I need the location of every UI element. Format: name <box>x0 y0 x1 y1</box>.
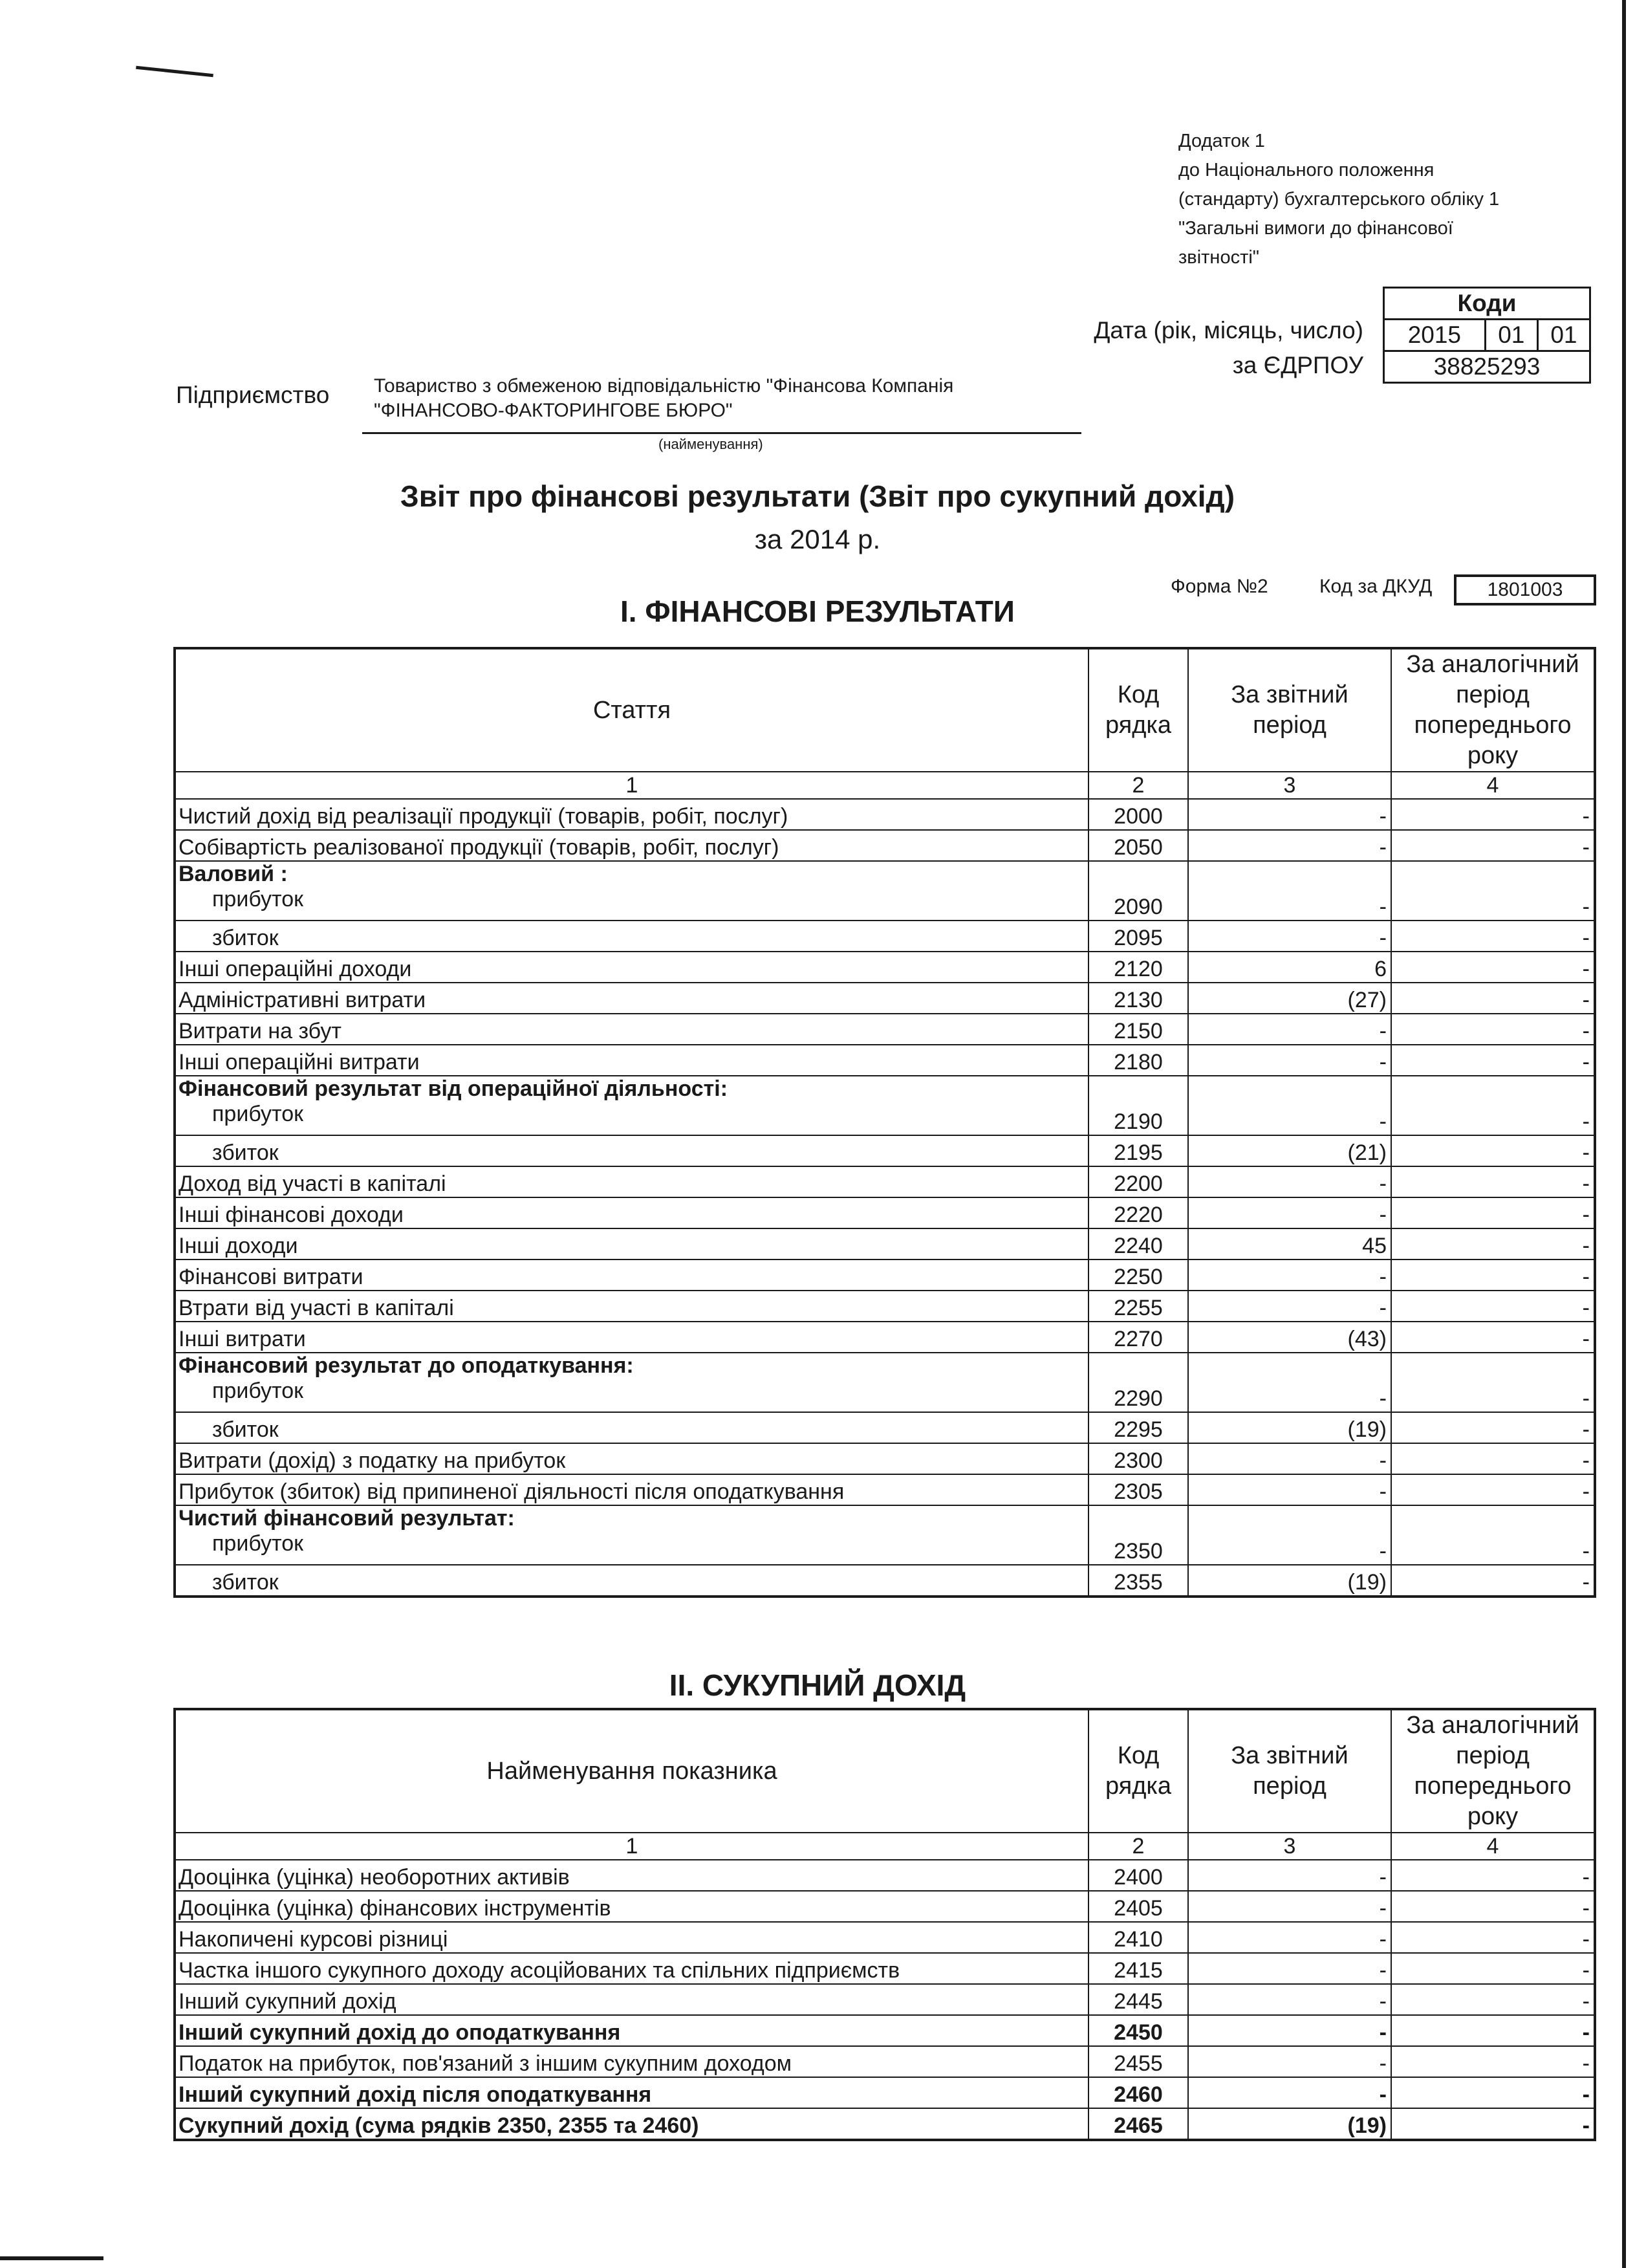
column-header: За звітний період <box>1188 1709 1391 1833</box>
row-current-value: - <box>1188 1259 1391 1291</box>
table-row <box>175 1197 1595 1228</box>
appendix-line: (стандарту) бухгалтерського обліку 1 <box>1178 189 1500 210</box>
date-month: 01 <box>1485 320 1537 351</box>
appendix-note <box>1178 127 1499 272</box>
row-previous-value: - <box>1391 2015 1595 2046</box>
row-group-label: Фінансовий результат від операційної діяльності: <box>179 1076 728 1101</box>
table-row <box>175 1014 1595 1045</box>
row-label: Інші операційні витрати <box>175 1045 1088 1076</box>
table-row <box>175 1443 1595 1474</box>
enterprise-caption: (найменування) <box>658 436 763 452</box>
row-label: Інші операційні доходи <box>175 952 1088 983</box>
row-previous-value: - <box>1391 1135 1595 1166</box>
table-row <box>175 1322 1595 1353</box>
row-code: 2400 <box>1088 1860 1188 1891</box>
table-row <box>175 1860 1595 1891</box>
row-previous-value: - <box>1391 1412 1595 1443</box>
row-previous-value: - <box>1391 1045 1595 1076</box>
row-previous-value: - <box>1391 1353 1595 1412</box>
appendix-line: "Загальні вимоги до фінансової <box>1178 218 1453 239</box>
column-number: 1 <box>175 772 1088 799</box>
row-current-value: - <box>1188 921 1391 952</box>
column-header: Найменування показника <box>175 1709 1088 1833</box>
row-current-value: - <box>1188 1197 1391 1228</box>
row-code: 2220 <box>1088 1197 1188 1228</box>
row-group-label: Фінансовий результат до оподаткування: <box>179 1353 634 1378</box>
row-current-value: 6 <box>1188 952 1391 983</box>
row-current-value: - <box>1188 861 1391 921</box>
row-current-value: - <box>1188 1045 1391 1076</box>
row-code: 2405 <box>1088 1891 1188 1922</box>
row-previous-value: - <box>1391 2077 1595 2108</box>
row-previous-value: - <box>1391 1228 1595 1259</box>
row-label: Втрати від участі в капіталі <box>175 1291 1088 1322</box>
row-previous-value: - <box>1391 1166 1595 1197</box>
table-row <box>175 1353 1595 1412</box>
table-row <box>175 830 1595 861</box>
row-previous-value: - <box>1391 1076 1595 1135</box>
row-code: 2190 <box>1088 1076 1188 1135</box>
table-row <box>175 1228 1595 1259</box>
table-row <box>175 2108 1595 2140</box>
dkud-label: Код за ДКУД <box>1319 576 1433 597</box>
row-label: Дооцінка (уцінка) фінансових інструментів <box>175 1891 1088 1922</box>
row-current-value: (21) <box>1188 1135 1391 1166</box>
row-label: Чистий дохід від реалізації продукції (товарів, робіт, послуг) <box>175 799 1088 830</box>
row-current-value: - <box>1188 1984 1391 2015</box>
appendix-line: до Національного положення <box>1178 160 1435 180</box>
row-label: Інші фінансові доходи <box>175 1197 1088 1228</box>
row-label: збиток <box>175 1412 1088 1443</box>
row-sub-label: прибуток <box>212 1102 304 1126</box>
row-previous-value: - <box>1391 1953 1595 1984</box>
scan-edge <box>0 2256 103 2260</box>
row-previous-value: - <box>1391 1443 1595 1474</box>
row-code: 2410 <box>1088 1922 1188 1953</box>
table-row <box>175 2015 1595 2046</box>
row-current-value: - <box>1188 2077 1391 2108</box>
table-row <box>175 799 1595 830</box>
row-label <box>175 1076 1088 1135</box>
codes-table <box>1383 287 1591 384</box>
row-code: 2455 <box>1088 2046 1188 2077</box>
dkud-code: 1801003 <box>1454 574 1596 605</box>
row-previous-value: - <box>1391 1565 1595 1597</box>
row-current-value: - <box>1188 1291 1391 1322</box>
row-label: Частка іншого сукупного доходу асоційованих та спільних підприємств <box>175 1953 1088 1984</box>
row-code: 2200 <box>1088 1166 1188 1197</box>
row-label: Інші витрати <box>175 1322 1088 1353</box>
form-number: Форма №2 <box>1171 576 1268 597</box>
row-label: Інший сукупний дохід <box>175 1984 1088 2015</box>
row-current-value: - <box>1188 2046 1391 2077</box>
row-code: 2150 <box>1088 1014 1188 1045</box>
column-number: 3 <box>1188 772 1391 799</box>
row-code: 2000 <box>1088 799 1188 830</box>
row-code: 2295 <box>1088 1412 1188 1443</box>
table-row <box>175 1291 1595 1322</box>
row-current-value: - <box>1188 1443 1391 1474</box>
row-label: Інший сукупний дохід до оподаткування <box>175 2015 1088 2046</box>
column-header: Стаття <box>175 648 1088 772</box>
row-code: 2130 <box>1088 983 1188 1014</box>
section1-title: I. ФІНАНСОВІ РЕЗУЛЬТАТИ <box>620 594 1015 628</box>
table-row <box>175 1953 1595 1984</box>
column-number: 4 <box>1391 772 1595 799</box>
table-row <box>175 1166 1595 1197</box>
row-sub-label: прибуток <box>212 1531 304 1556</box>
row-code: 2090 <box>1088 861 1188 921</box>
table-row <box>175 861 1595 921</box>
row-previous-value: - <box>1391 1505 1595 1565</box>
edrpou-code: 38825293 <box>1384 351 1590 383</box>
date-label: Дата (рік, місяць, число) <box>1094 317 1363 343</box>
row-current-value: (19) <box>1188 1565 1391 1597</box>
row-previous-value: - <box>1391 1014 1595 1045</box>
row-code: 2270 <box>1088 1322 1188 1353</box>
row-current-value: - <box>1188 1922 1391 1953</box>
table-row <box>175 1076 1595 1135</box>
row-code: 2255 <box>1088 1291 1188 1322</box>
row-current-value: - <box>1188 799 1391 830</box>
row-current-value: - <box>1188 830 1391 861</box>
row-previous-value: - <box>1391 921 1595 952</box>
table-row <box>175 1922 1595 1953</box>
date-year: 2015 <box>1384 320 1486 351</box>
enterprise-label: Підприємство <box>176 382 330 408</box>
column-number: 2 <box>1088 1833 1188 1860</box>
row-current-value: (27) <box>1188 983 1391 1014</box>
row-current-value: - <box>1188 1353 1391 1412</box>
table-row <box>175 1565 1595 1597</box>
appendix-line: звітності" <box>1178 247 1260 268</box>
report-title: Звіт про фінансові результати (Звіт про сукупний дохід) <box>400 479 1235 513</box>
row-current-value: - <box>1188 1076 1391 1135</box>
row-label: Інші доходи <box>175 1228 1088 1259</box>
table-row <box>175 2077 1595 2108</box>
row-code: 2445 <box>1088 1984 1188 2015</box>
row-previous-value: - <box>1391 1860 1595 1891</box>
table-row <box>175 1505 1595 1565</box>
row-current-value: - <box>1188 1891 1391 1922</box>
row-current-value: - <box>1188 2015 1391 2046</box>
row-group-label: Валовий : <box>179 862 288 886</box>
table-row <box>175 921 1595 952</box>
row-code: 2195 <box>1088 1135 1188 1166</box>
row-previous-value: - <box>1391 1322 1595 1353</box>
scan-mark <box>136 66 213 78</box>
table-row <box>175 983 1595 1014</box>
table-row <box>175 1135 1595 1166</box>
column-header: За аналогічний період попереднього року <box>1391 1709 1595 1833</box>
row-previous-value: - <box>1391 1984 1595 2015</box>
row-previous-value: - <box>1391 1259 1595 1291</box>
row-previous-value: - <box>1391 952 1595 983</box>
row-previous-value: - <box>1391 830 1595 861</box>
row-label: збиток <box>175 1135 1088 1166</box>
row-current-value: - <box>1188 1166 1391 1197</box>
row-label: Собівартість реалізованої продукції (товарів, робіт, послуг) <box>175 830 1088 861</box>
row-code: 2180 <box>1088 1045 1188 1076</box>
row-label: Адміністративні витрати <box>175 983 1088 1014</box>
row-current-value: - <box>1188 1505 1391 1565</box>
codes-header: Коди <box>1384 288 1590 320</box>
column-number: 2 <box>1088 772 1188 799</box>
column-header: За звітний період <box>1188 648 1391 772</box>
row-label <box>175 861 1088 921</box>
row-code: 2120 <box>1088 952 1188 983</box>
row-current-value: (19) <box>1188 2108 1391 2140</box>
row-previous-value: - <box>1391 2046 1595 2077</box>
row-code: 2050 <box>1088 830 1188 861</box>
enterprise-underline <box>362 432 1081 434</box>
row-previous-value: - <box>1391 861 1595 921</box>
column-number: 1 <box>175 1833 1088 1860</box>
section2-title: II. СУКУПНИЙ ДОХІД <box>669 1668 966 1702</box>
row-code: 2240 <box>1088 1228 1188 1259</box>
row-previous-value: - <box>1391 1922 1595 1953</box>
table-row <box>175 1045 1595 1076</box>
row-label: Фінансові витрати <box>175 1259 1088 1291</box>
row-previous-value: - <box>1391 1891 1595 1922</box>
column-header: За аналогічний період попереднього року <box>1391 648 1595 772</box>
row-label: Сукупний дохід (сума рядків 2350, 2355 та 2460) <box>175 2108 1088 2140</box>
row-label: Інший сукупний дохід після оподаткування <box>175 2077 1088 2108</box>
column-number: 4 <box>1391 1833 1595 1860</box>
table-row <box>175 1474 1595 1505</box>
row-current-value: - <box>1188 1953 1391 1984</box>
row-previous-value: - <box>1391 799 1595 830</box>
row-code: 2355 <box>1088 1565 1188 1597</box>
row-previous-value: - <box>1391 1197 1595 1228</box>
table-row <box>175 1891 1595 1922</box>
row-previous-value: - <box>1391 1474 1595 1505</box>
table-row <box>175 1259 1595 1291</box>
enterprise-name-line: "ФІНАНСОВО-ФАКТОРИНГОВЕ БЮРО" <box>374 400 733 421</box>
row-current-value: - <box>1188 1014 1391 1045</box>
row-label: Податок на прибуток, пов'язаний з іншим сукупним доходом <box>175 2046 1088 2077</box>
financial-results-table <box>173 647 1596 1598</box>
edrpou-label: за ЄДРПОУ <box>1232 352 1363 378</box>
row-label: Доход від участі в капіталі <box>175 1166 1088 1197</box>
table-row <box>175 2046 1595 2077</box>
row-code: 2450 <box>1088 2015 1188 2046</box>
column-number: 3 <box>1188 1833 1391 1860</box>
row-label: збиток <box>175 921 1088 952</box>
enterprise-name-line: Товариство з обмеженою відповідальністю "Фінансова Компанія <box>374 375 954 397</box>
row-label: Накопичені курсові різниці <box>175 1922 1088 1953</box>
row-code: 2250 <box>1088 1259 1188 1291</box>
table-row <box>175 1984 1595 2015</box>
row-current-value: (43) <box>1188 1322 1391 1353</box>
row-current-value: 45 <box>1188 1228 1391 1259</box>
row-current-value: - <box>1188 1474 1391 1505</box>
row-group-label: Чистий фінансовий результат: <box>179 1506 515 1531</box>
row-previous-value: - <box>1391 1291 1595 1322</box>
row-code: 2415 <box>1088 1953 1188 1984</box>
row-label <box>175 1353 1088 1412</box>
column-header: Код рядка <box>1088 648 1188 772</box>
row-label: збиток <box>175 1565 1088 1597</box>
row-code: 2350 <box>1088 1505 1188 1565</box>
report-period: за 2014 р. <box>754 524 881 554</box>
row-previous-value: - <box>1391 2108 1595 2140</box>
scan-edge <box>1622 0 1626 2268</box>
row-code: 2300 <box>1088 1443 1188 1474</box>
row-label: Прибуток (збиток) від припиненої діяльності після оподаткування <box>175 1474 1088 1505</box>
row-label <box>175 1505 1088 1565</box>
row-sub-label: прибуток <box>212 887 304 911</box>
row-code: 2305 <box>1088 1474 1188 1505</box>
table-row <box>175 1412 1595 1443</box>
enterprise-name <box>374 374 953 423</box>
row-current-value: (19) <box>1188 1412 1391 1443</box>
column-header: Код рядка <box>1088 1709 1188 1833</box>
row-label: Дооцінка (уцінка) необоротних активів <box>175 1860 1088 1891</box>
row-code: 2465 <box>1088 2108 1188 2140</box>
row-sub-label: прибуток <box>212 1379 304 1403</box>
comprehensive-income-table <box>173 1708 1596 2141</box>
row-code: 2460 <box>1088 2077 1188 2108</box>
row-label: Витрати (дохід) з податку на прибуток <box>175 1443 1088 1474</box>
row-previous-value: - <box>1391 983 1595 1014</box>
row-label: Витрати на збут <box>175 1014 1088 1045</box>
row-code: 2095 <box>1088 921 1188 952</box>
row-current-value: - <box>1188 1860 1391 1891</box>
date-day: 01 <box>1537 320 1590 351</box>
row-code: 2290 <box>1088 1353 1188 1412</box>
table-row <box>175 952 1595 983</box>
appendix-line: Додаток 1 <box>1178 131 1265 151</box>
